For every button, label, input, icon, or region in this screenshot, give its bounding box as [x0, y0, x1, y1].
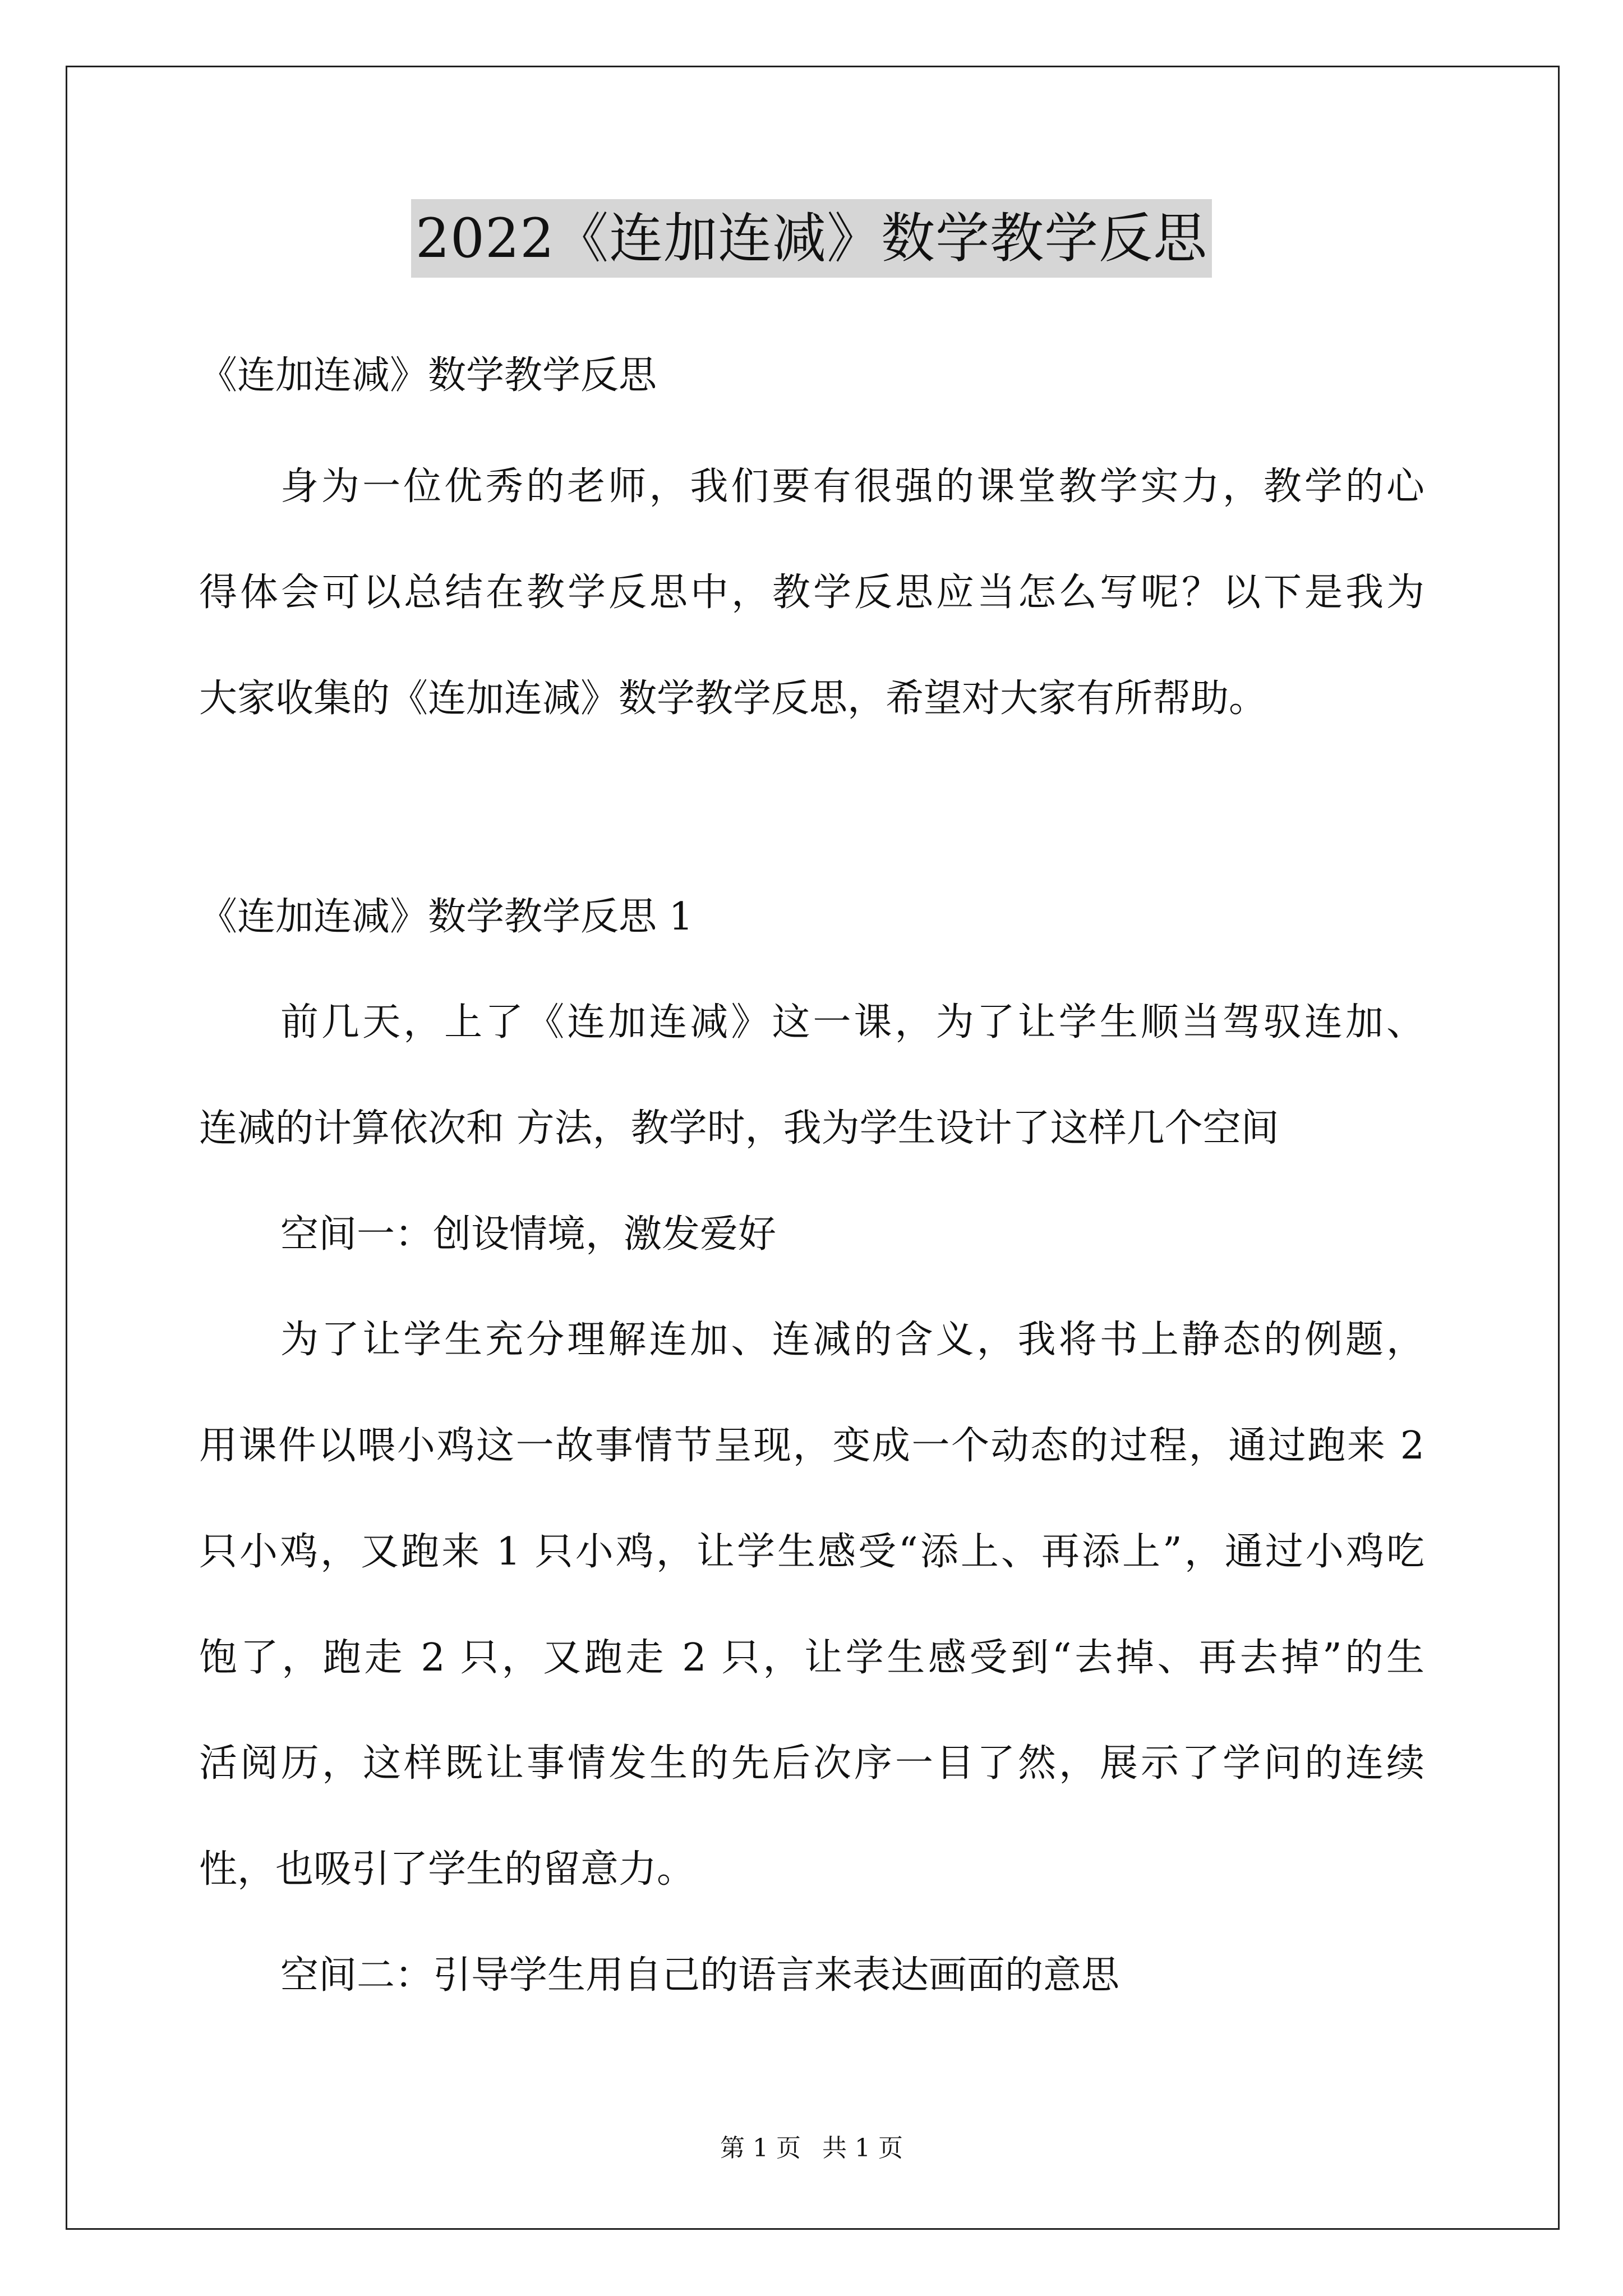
- body-line-1: 前几天，上了《连加连减》这一课，为了让学生顺当驾驭连加、: [280, 1000, 1424, 1045]
- page-footer: [0, 2132, 1623, 2165]
- body-line-7: 饱了，跑走 2 只，又跑走 2 只，让学生感受到“去掉、再去掉”的生: [199, 1636, 1424, 1680]
- body-line-6: 只小鸡，又跑来 1 只小鸡，让学生感受“添上、再添上”，通过小鸡吃: [199, 1530, 1424, 1574]
- body-line-5: 用课件以喂小鸡这一故事情节呈现，变成一个动态的过程，通过跑来 2: [199, 1424, 1424, 1468]
- body-line-10: 空间二：引导学生用自己的语言来表达画面的意思: [280, 1953, 1120, 1998]
- section-heading: 《连加连减》数学教学反思 1: [199, 895, 693, 939]
- document-title: 2022《连加连减》数学教学反思: [411, 199, 1212, 278]
- intro-line-3: 大家收集的《连加连减》数学教学反思，希望对大家有所帮助。: [199, 677, 1267, 721]
- document-title-block: [0, 199, 1623, 278]
- body-line-9: 性，也吸引了学生的留意力。: [199, 1847, 695, 1892]
- body-line-4: 为了让学生充分理解连加、连减的含义，我将书上静态的例题，: [280, 1318, 1424, 1362]
- page-number: 第 1 页: [720, 2134, 801, 2162]
- body-line-2: 连减的计算依次和 方法，教学时，我为学生设计了这样几个空间: [199, 1106, 1279, 1151]
- intro-line-1: 身为一位优秀的老师，我们要有很强的课堂教学实力，教学的心: [280, 464, 1424, 509]
- subtitle: 《连加连减》数学教学反思: [199, 353, 657, 398]
- page-total: 共 1 页: [822, 2134, 903, 2162]
- body-line-8: 活阅历，这样既让事情发生的先后次序一目了然，展示了学问的连续: [199, 1741, 1424, 1786]
- body-line-3: 空间一：创设情境，激发爱好: [280, 1212, 777, 1257]
- intro-line-2: 得体会可以总结在教学反思中，教学反思应当怎么写呢？以下是我为: [199, 570, 1424, 615]
